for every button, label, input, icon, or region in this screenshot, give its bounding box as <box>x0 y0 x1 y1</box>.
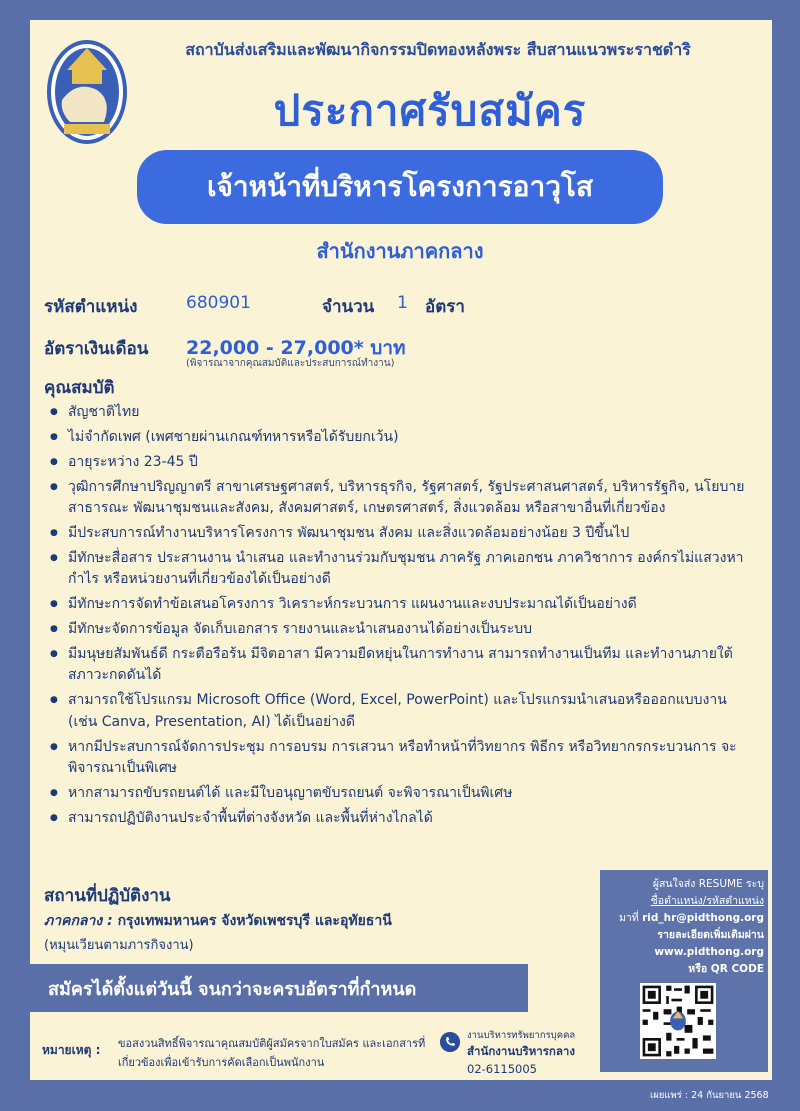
list-item: ● ไม่จำกัดเพศ (เพศชายผ่านเกณฑ์ทหารหรือได้รับยกเว้น) <box>46 427 746 448</box>
email-link[interactable]: rid_hr@pidthong.org <box>642 912 764 924</box>
list-item: ● สามารถปฏิบัติงานประจำพื้นที่ต่างจังหวัด และพื้นที่ห่างไกลได้ <box>46 808 746 829</box>
phone-icon <box>440 1032 460 1052</box>
website-link[interactable]: www.pidthong.org <box>654 946 764 958</box>
page-headline: ประกาศรับสมัคร <box>273 86 587 135</box>
apply-line-3-prefix: มาที่ <box>618 912 639 924</box>
contact-department: งานบริหารทรัพยากรบุคคล <box>467 1030 576 1041</box>
position-code-label: รหัสตำแหน่ง <box>44 297 138 317</box>
list-item: ● อายุระหว่าง 23-45 ปี <box>46 452 746 473</box>
list-item: ● มีทักษะการจัดทำข้อเสนอโครงการ วิเคราะห์กระบวนการ แผนงานและงบประมาณได้เป็นอย่างดี <box>46 594 746 615</box>
workplace-locations: กรุงเทพมหานคร จังหวัดเพชรบุรี และอุทัยธานี <box>117 913 392 929</box>
apply-line-4: รายละเอียดเพิ่มเติมผ่าน <box>657 929 764 941</box>
qr-code-icon[interactable] <box>640 983 716 1059</box>
remark-text: ขอสงวนสิทธิ์พิจารณาคุณสมบัติผู้สมัครจากใบสมัคร และเอกสารที่เกี่ยวข้องเพื่อเข้ารับการคัดเลือกเป็นพนักงาน <box>118 1037 426 1069</box>
salary-note: (พิจารณาจากคุณสมบัติและประสบการณ์ทำงาน) <box>186 358 395 369</box>
qualifications-title: คุณสมบัติ <box>44 378 115 398</box>
salary-value: 22,000 - 27,000* บาท <box>186 337 406 359</box>
position-title-banner: เจ้าหน้าที่บริหารโครงการอาวุโส <box>137 150 663 224</box>
list-item: ● สัญชาติไทย <box>46 402 746 423</box>
position-code-value: 680901 <box>186 293 251 313</box>
quantity-label: จำนวน <box>322 297 375 317</box>
list-item: ● มีมนุษยสัมพันธ์ดี กระตือรือร้น มีจิตอาสา มีความยืดหยุ่นในการทำงาน สามารถทำงานเป็นทีม และทำงานภายใต้สภาวะกดดันได้ <box>46 644 746 687</box>
apply-line-6: หรือ QR CODE <box>688 963 764 975</box>
list-item: ● หากสามารถขับรถยนต์ได้ และมีใบอนุญาตขับรถยนต์ จะพิจารณาเป็นพิเศษ <box>46 783 746 804</box>
workplace-region: ภาคกลาง : <box>44 913 113 929</box>
list-item: ● มีทักษะจัดการข้อมูล จัดเก็บเอกสาร รายงานและนำเสนองานได้อย่างเป็นระบบ <box>46 619 746 640</box>
workplace-line <box>44 910 392 932</box>
remark-label: หมายเหตุ : <box>42 1043 101 1057</box>
office-name: สำนักงานภาคกลาง <box>316 239 484 263</box>
contact-office: สำนักงานบริหารกลาง <box>467 1044 576 1058</box>
list-item: ● สามารถใช้โปรแกรม Microsoft Office (Word, Excel, PowerPoint) และโปรแกรมนำเสนอหรือออกแบบงาน (เช่น Canva, Presentation, AI) ได้เป็นอย่างดี <box>46 690 746 733</box>
apply-info-text <box>604 876 764 978</box>
list-item: ● วุฒิการศึกษาปริญญาตรี สาขาเศรษฐศาสตร์, บริหารธุรกิจ, รัฐศาสตร์, รัฐประศาสนศาสตร์, บริหารรัฐกิจ, นโยบายสาธารณะ พัฒนาชุมชนและสังคม, สังคมศาสตร์, เกษตรศาสตร์, สิ่งแวดล้อม หรือสาขาอื่นที่เกี่ยวข้อง <box>46 477 746 520</box>
list-item: ● มีทักษะสื่อสาร ประสานงาน นำเสนอ และทำงานร่วมกับชุมชน ภาครัฐ ภาคเอกชน ภาควิชาการ องค์กรไม่แสวงหากำไร หรือหน่วยงานที่เกี่ยวข้องได้เป็นอย่างดี <box>46 548 746 591</box>
apply-line-3 <box>604 910 764 927</box>
published-date: เผยแพร่ : 24 กันยายน 2568 <box>650 1090 769 1101</box>
quantity-value: 1 <box>397 293 408 313</box>
workplace-note: (หมุนเวียนตามภารกิจงาน) <box>44 938 194 953</box>
salary-label: อัตราเงินเดือน <box>44 339 149 359</box>
list-item: ● หากมีประสบการณ์จัดการประชุม การอบรม การเสวนา หรือทำหน้าที่วิทยากร พิธีกร หรือวิทยากรกระบวนการ จะพิจารณาเป็นพิเศษ <box>46 737 746 780</box>
institute-name: สถาบันส่งเสริมและพัฒนากิจกรรมปิดทองหลังพระ สืบสานแนวพระราชดำริ <box>185 40 691 59</box>
qualifications-list <box>46 402 746 833</box>
apply-banner: สมัครได้ตั้งแต่วันนี้ จนกว่าจะครบอัตราที่กำหนด <box>30 964 528 1012</box>
workplace-title: สถานที่ปฏิบัติงาน <box>44 886 171 906</box>
list-item: ● มีประสบการณ์ทำงานบริหารโครงการ พัฒนาชุมชน สังคม และสิ่งแวดล้อมอย่างน้อย 3 ปีขึ้นไป <box>46 523 746 544</box>
quantity-unit: อัตรา <box>425 297 465 317</box>
apply-line-2: ชื่อตำแหน่ง/รหัสตำแหน่ง <box>650 895 764 907</box>
apply-line-1: ผู้สนใจส่ง RESUME ระบุ <box>652 878 764 890</box>
contact-phone[interactable]: 02-6115005 <box>467 1062 537 1076</box>
